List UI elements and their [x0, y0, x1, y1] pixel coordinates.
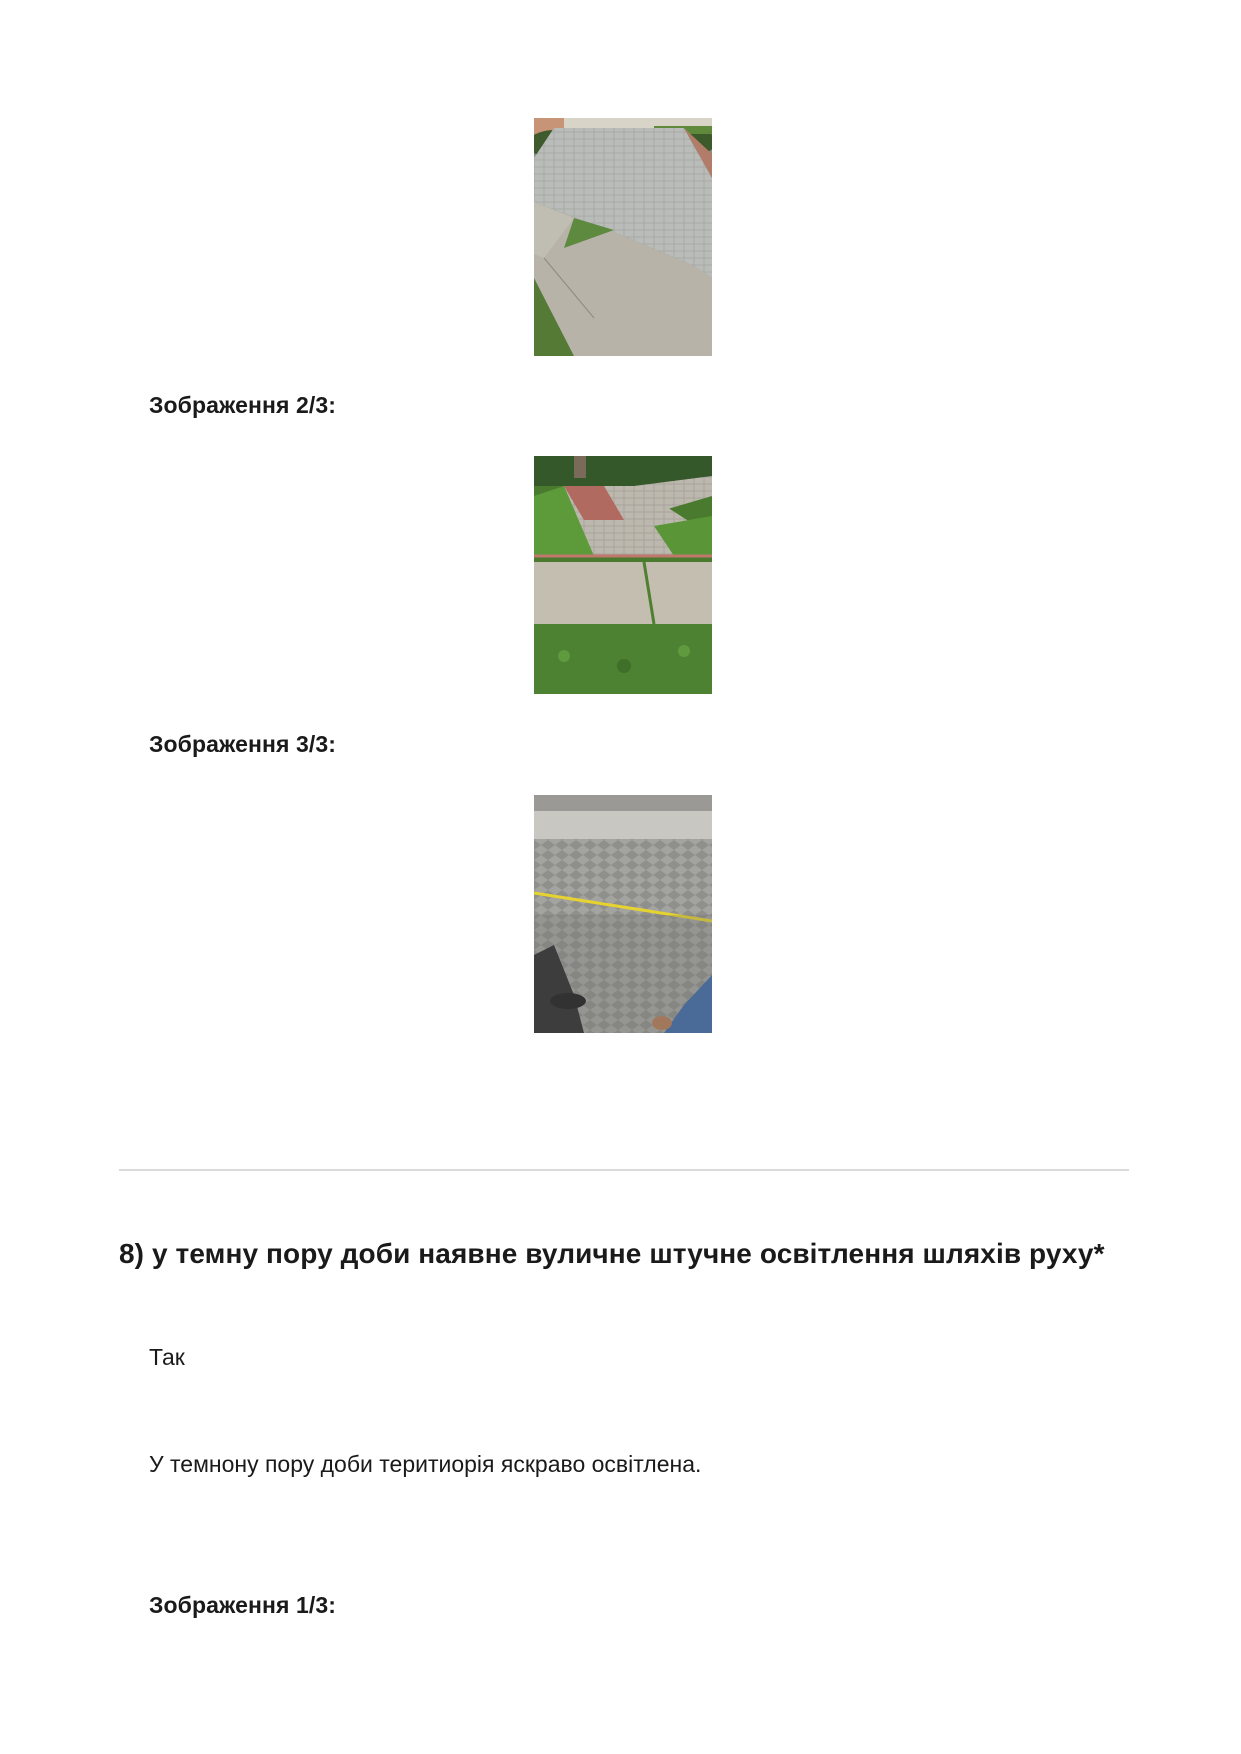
question-title: 8) у темну пору доби наявне вуличне штучне освітлення шляхів руху* — [119, 1238, 1105, 1269]
paved-walkway-photo-icon — [534, 118, 712, 356]
paving-measure-tape-icon — [534, 795, 712, 1033]
answer-comment: У темнону пору доби теритиорія яскраво освітлена. — [149, 1451, 702, 1477]
image-label-2: Зображення 2/3: — [149, 392, 337, 418]
walkway-photo-3 — [534, 795, 712, 1033]
answer-value: Так — [149, 1344, 185, 1370]
walkway-crossing-grass-icon — [534, 456, 712, 694]
image-label-3: Зображення 3/3: — [149, 731, 337, 757]
image-label-1: Зображення 1/3: — [149, 1592, 337, 1618]
section-divider — [119, 1169, 1129, 1171]
walkway-photo-1 — [534, 118, 712, 356]
walkway-photo-2 — [534, 456, 712, 694]
